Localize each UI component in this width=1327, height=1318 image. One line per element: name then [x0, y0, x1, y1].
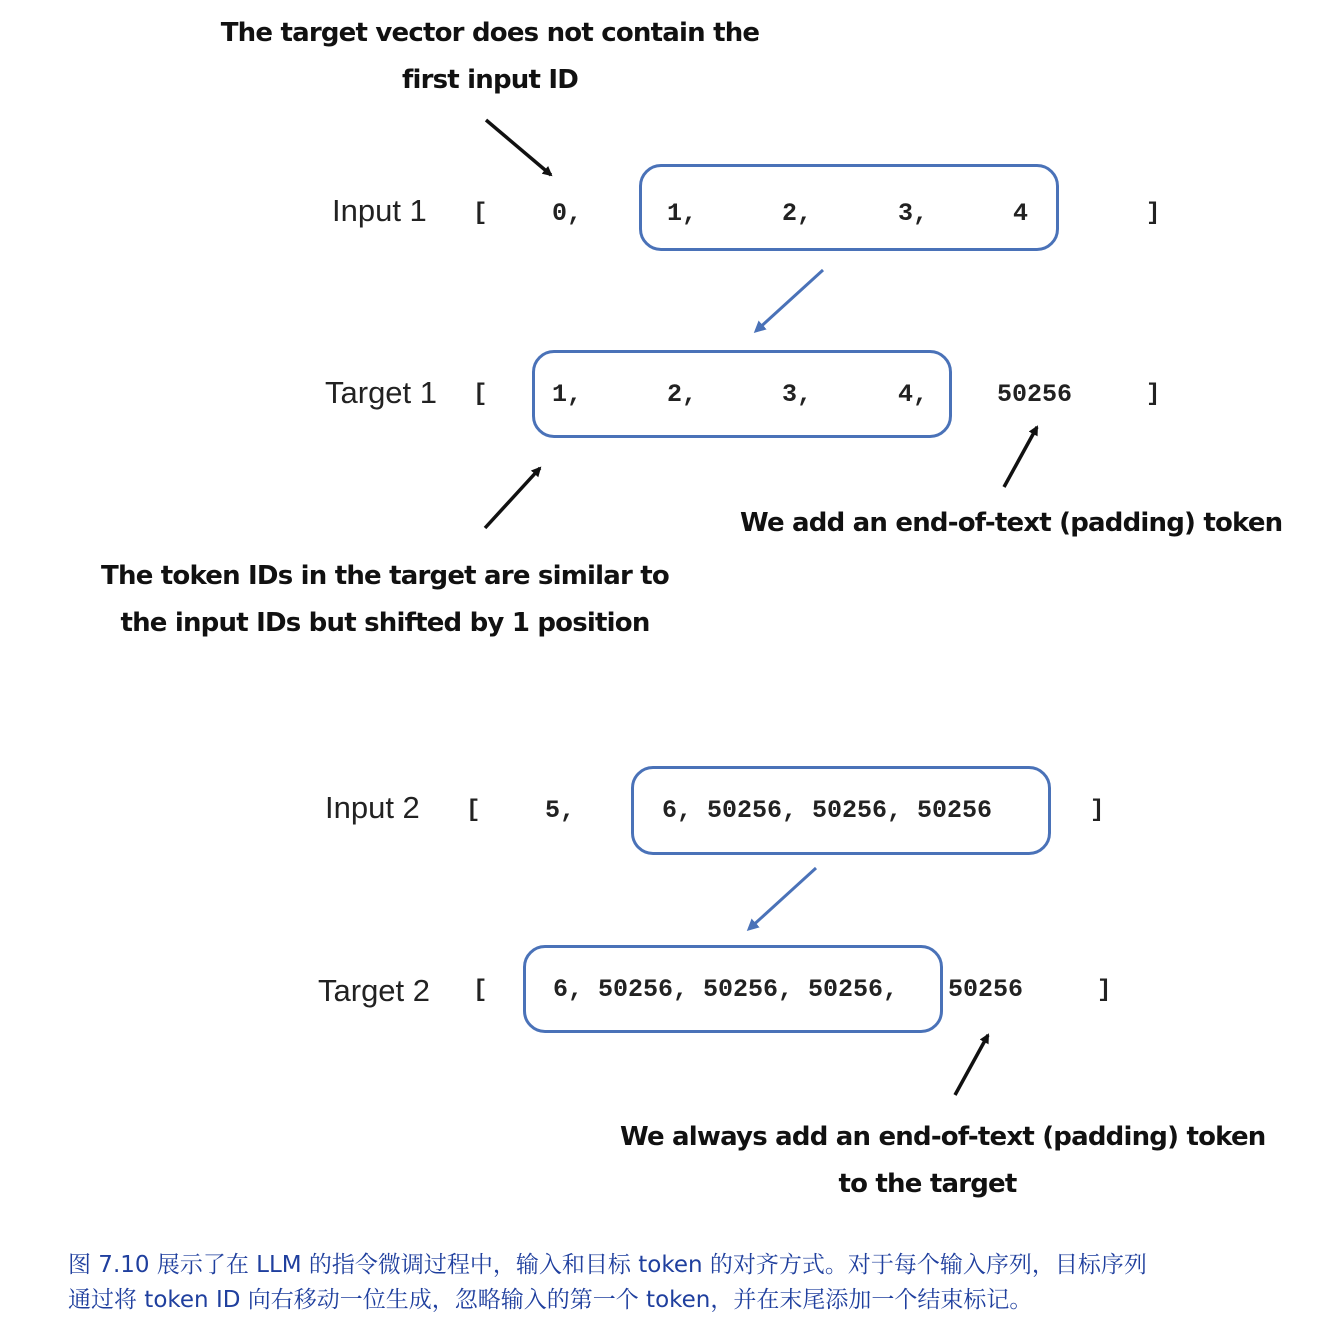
input2-label: Input 2: [325, 790, 420, 825]
note-line: We add an end-of-text (padding) token: [740, 508, 1283, 538]
close-bracket: ]: [1146, 200, 1161, 227]
input1-label: Input 1: [332, 193, 427, 228]
target1-token: 3,: [782, 380, 813, 409]
input2-token: 5,: [545, 796, 576, 825]
close-bracket: ]: [1090, 797, 1105, 824]
arrow-to-eot-1: [1004, 427, 1037, 487]
open-bracket: [: [473, 381, 488, 408]
arrow-to-first-input: [486, 120, 551, 175]
close-bracket: ]: [1097, 977, 1112, 1004]
target1-label: Target 1: [325, 375, 438, 410]
note-line: first input ID: [401, 65, 579, 95]
input1-token: 0,: [552, 199, 583, 228]
target2-last-token: 50256: [948, 975, 1024, 1004]
target1-token: 1,: [552, 380, 583, 409]
note-line: to the target: [838, 1169, 1017, 1199]
target1-token: 50256: [997, 380, 1073, 409]
caption-line: 通过将 token ID 向右移动一位生成，忽略输入的第一个 token，并在末尾添加一个结束标记。: [68, 1287, 1033, 1313]
note-line: the input IDs but shifted by 1 position: [120, 608, 650, 638]
arrow-to-target1-box: [485, 468, 540, 528]
note-line: We always add an end-of-text (padding) token: [620, 1122, 1266, 1152]
caption-line: 图 7.10 展示了在 LLM 的指令微调过程中，输入和目标 token 的对齐方式。对于每个输入序列，目标序列: [68, 1252, 1147, 1278]
target2-boxed-tokens: 6, 50256, 50256, 50256,: [553, 975, 899, 1004]
input1-token: 4: [1013, 199, 1029, 228]
target1-token: 2,: [667, 380, 698, 409]
input1-token: 2,: [782, 199, 813, 228]
note-line: The target vector does not contain the: [220, 18, 760, 48]
input1-token: 1,: [667, 199, 698, 228]
figure-caption: [68, 1248, 1288, 1318]
arrow-shift-2: [749, 868, 816, 929]
target1-token: 4,: [898, 380, 929, 409]
input1-token: 3,: [898, 199, 929, 228]
note-line: The token IDs in the target are similar to: [101, 561, 669, 591]
close-bracket: ]: [1146, 381, 1161, 408]
open-bracket: [: [473, 977, 488, 1004]
open-bracket: [: [466, 797, 481, 824]
open-bracket: [: [473, 200, 488, 227]
input2-boxed-tokens: 6, 50256, 50256, 50256: [662, 796, 993, 825]
target2-label: Target 2: [318, 973, 431, 1008]
arrow-to-eot-2: [955, 1035, 988, 1095]
arrow-shift-1: [756, 270, 823, 331]
